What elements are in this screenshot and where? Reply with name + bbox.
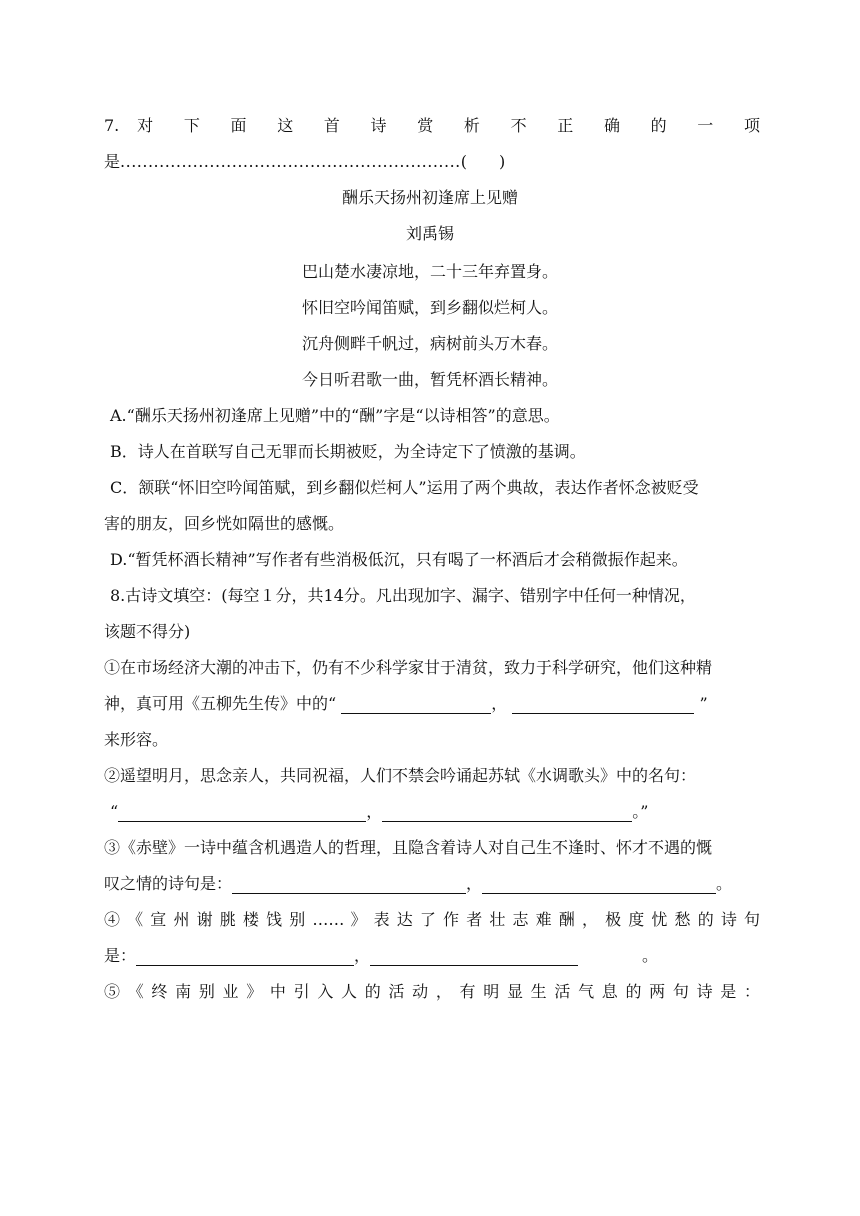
q8-item1-line3: 来形容。 [104, 730, 169, 749]
poem-title: 酬乐天扬州初逢席上见赠 [341, 188, 518, 207]
q8-item5-line1: ⑤ 《 终 南 别 业 》 中 引 入 人 的 活 动 ， 有 明 显 生 活 气 息 的 两 句 诗 是 ： [104, 982, 760, 1001]
q7-option-c-line1: C．颔联“怀旧空吟闻笛赋，到乡翻似烂柯人”运用了两个典故，表达作者怀念被贬受 [110, 478, 699, 497]
q8-item4-end: 。 [642, 946, 659, 965]
q8-item2-blank-1[interactable] [118, 803, 366, 822]
poem-author: 刘禹锡 [405, 224, 454, 243]
q8-item4-blank-1[interactable] [136, 947, 354, 966]
q8-item4-line2 [104, 946, 760, 966]
q7-option-c-line2: 害的朋友，回乡恍如隔世的感慨。 [104, 514, 345, 533]
poem-line-2: 怀旧空吟闻笛赋，到乡翻似烂柯人。 [301, 298, 558, 317]
q8-item3-line1: ③《赤壁》一诗中蕴含机遇造人的哲理，且隐含着诗人对自己生不逢时、怀才不遇的慨 [104, 838, 713, 857]
q8-item1-blank-2[interactable] [512, 695, 694, 714]
q7-stem-line2 [104, 152, 760, 172]
q8-item2-line2 [110, 802, 766, 822]
q8-item4-comma: ， [354, 946, 371, 965]
q7-option-b: B．诗人在首联写自己无罪而长期被贬，为全诗定下了愤激的基调。 [110, 442, 586, 461]
q8-item4-line1: ④ 《 宣 州 谢 朓 楼 饯 别 …… 》 表 达 了 作 者 壮 志 难 酬 ， 极 度 忧 愁 的 诗 句 [104, 910, 760, 929]
q8-item2-line1: ②遥望明月，思念亲人，共同祝福，人们不禁会吟诵起苏轼《水调歌头》中的名句： [104, 766, 697, 785]
q8-item1-comma: ， [491, 694, 508, 713]
q8-item1-prefix: 神，真可用《五柳先生传》中的“ [104, 694, 337, 713]
q8-item2-end: 。” [632, 802, 649, 821]
q8-item3-end: 。 [716, 874, 733, 893]
q8-item4-blank-2[interactable] [370, 947, 578, 966]
q8-header-line2: 该题不得分) [104, 622, 191, 641]
q8-item1-close-quote: ” [699, 694, 708, 713]
poem-line-1: 巴山楚水凄凉地，二十三年弃置身。 [301, 262, 558, 281]
q8-item3-line2 [104, 874, 760, 894]
q7-stem-line1: 7. 对 下 面 这 首 诗 赏 析 不 正 确 的 一 项 [104, 116, 760, 135]
poem-line-3: 沉舟侧畔千帆过，病树前头万木春。 [301, 334, 558, 353]
q8-item1-line2 [104, 694, 760, 714]
q7-stem-start: 是 [104, 152, 121, 171]
q7-option-d: D.“暂凭杯酒长精神”写作者有些消极低沉，只有喝了一杯酒后才会稍微振作起来。 [110, 550, 688, 569]
q8-header-line1: 8.古诗文填空：(每空１分，共14分。凡出现加字、漏字、错别字中任何一种情况， [110, 586, 696, 605]
q8-item2-blank-2[interactable] [382, 803, 632, 822]
q8-item1-line1: ①在市场经济大潮的冲击下，仍有不少科学家甘于清贫，致力于科学研究，他们这种精 [104, 658, 713, 677]
q8-item4-prefix: 是： [104, 946, 137, 965]
q7-stem-dots: ............................................................. [120, 152, 461, 171]
q7-answer-paren: ( ) [460, 152, 506, 171]
q8-item1-blank-1[interactable] [341, 695, 491, 714]
q8-item2-open-quote: “ [110, 802, 119, 821]
q8-item2-comma: ， [366, 802, 383, 821]
q7-option-a: A.“酬乐天扬州初逢席上见赠”中的“酬”字是“以诗相答”的意思。 [110, 406, 560, 425]
q8-item3-blank-1[interactable] [232, 875, 466, 894]
q8-item3-prefix: 叹之情的诗句是： [104, 874, 233, 893]
q8-item3-comma: ， [466, 874, 483, 893]
poem-line-4: 今日听君歌一曲，暂凭杯酒长精神。 [301, 370, 558, 389]
q8-item3-blank-2[interactable] [482, 875, 716, 894]
